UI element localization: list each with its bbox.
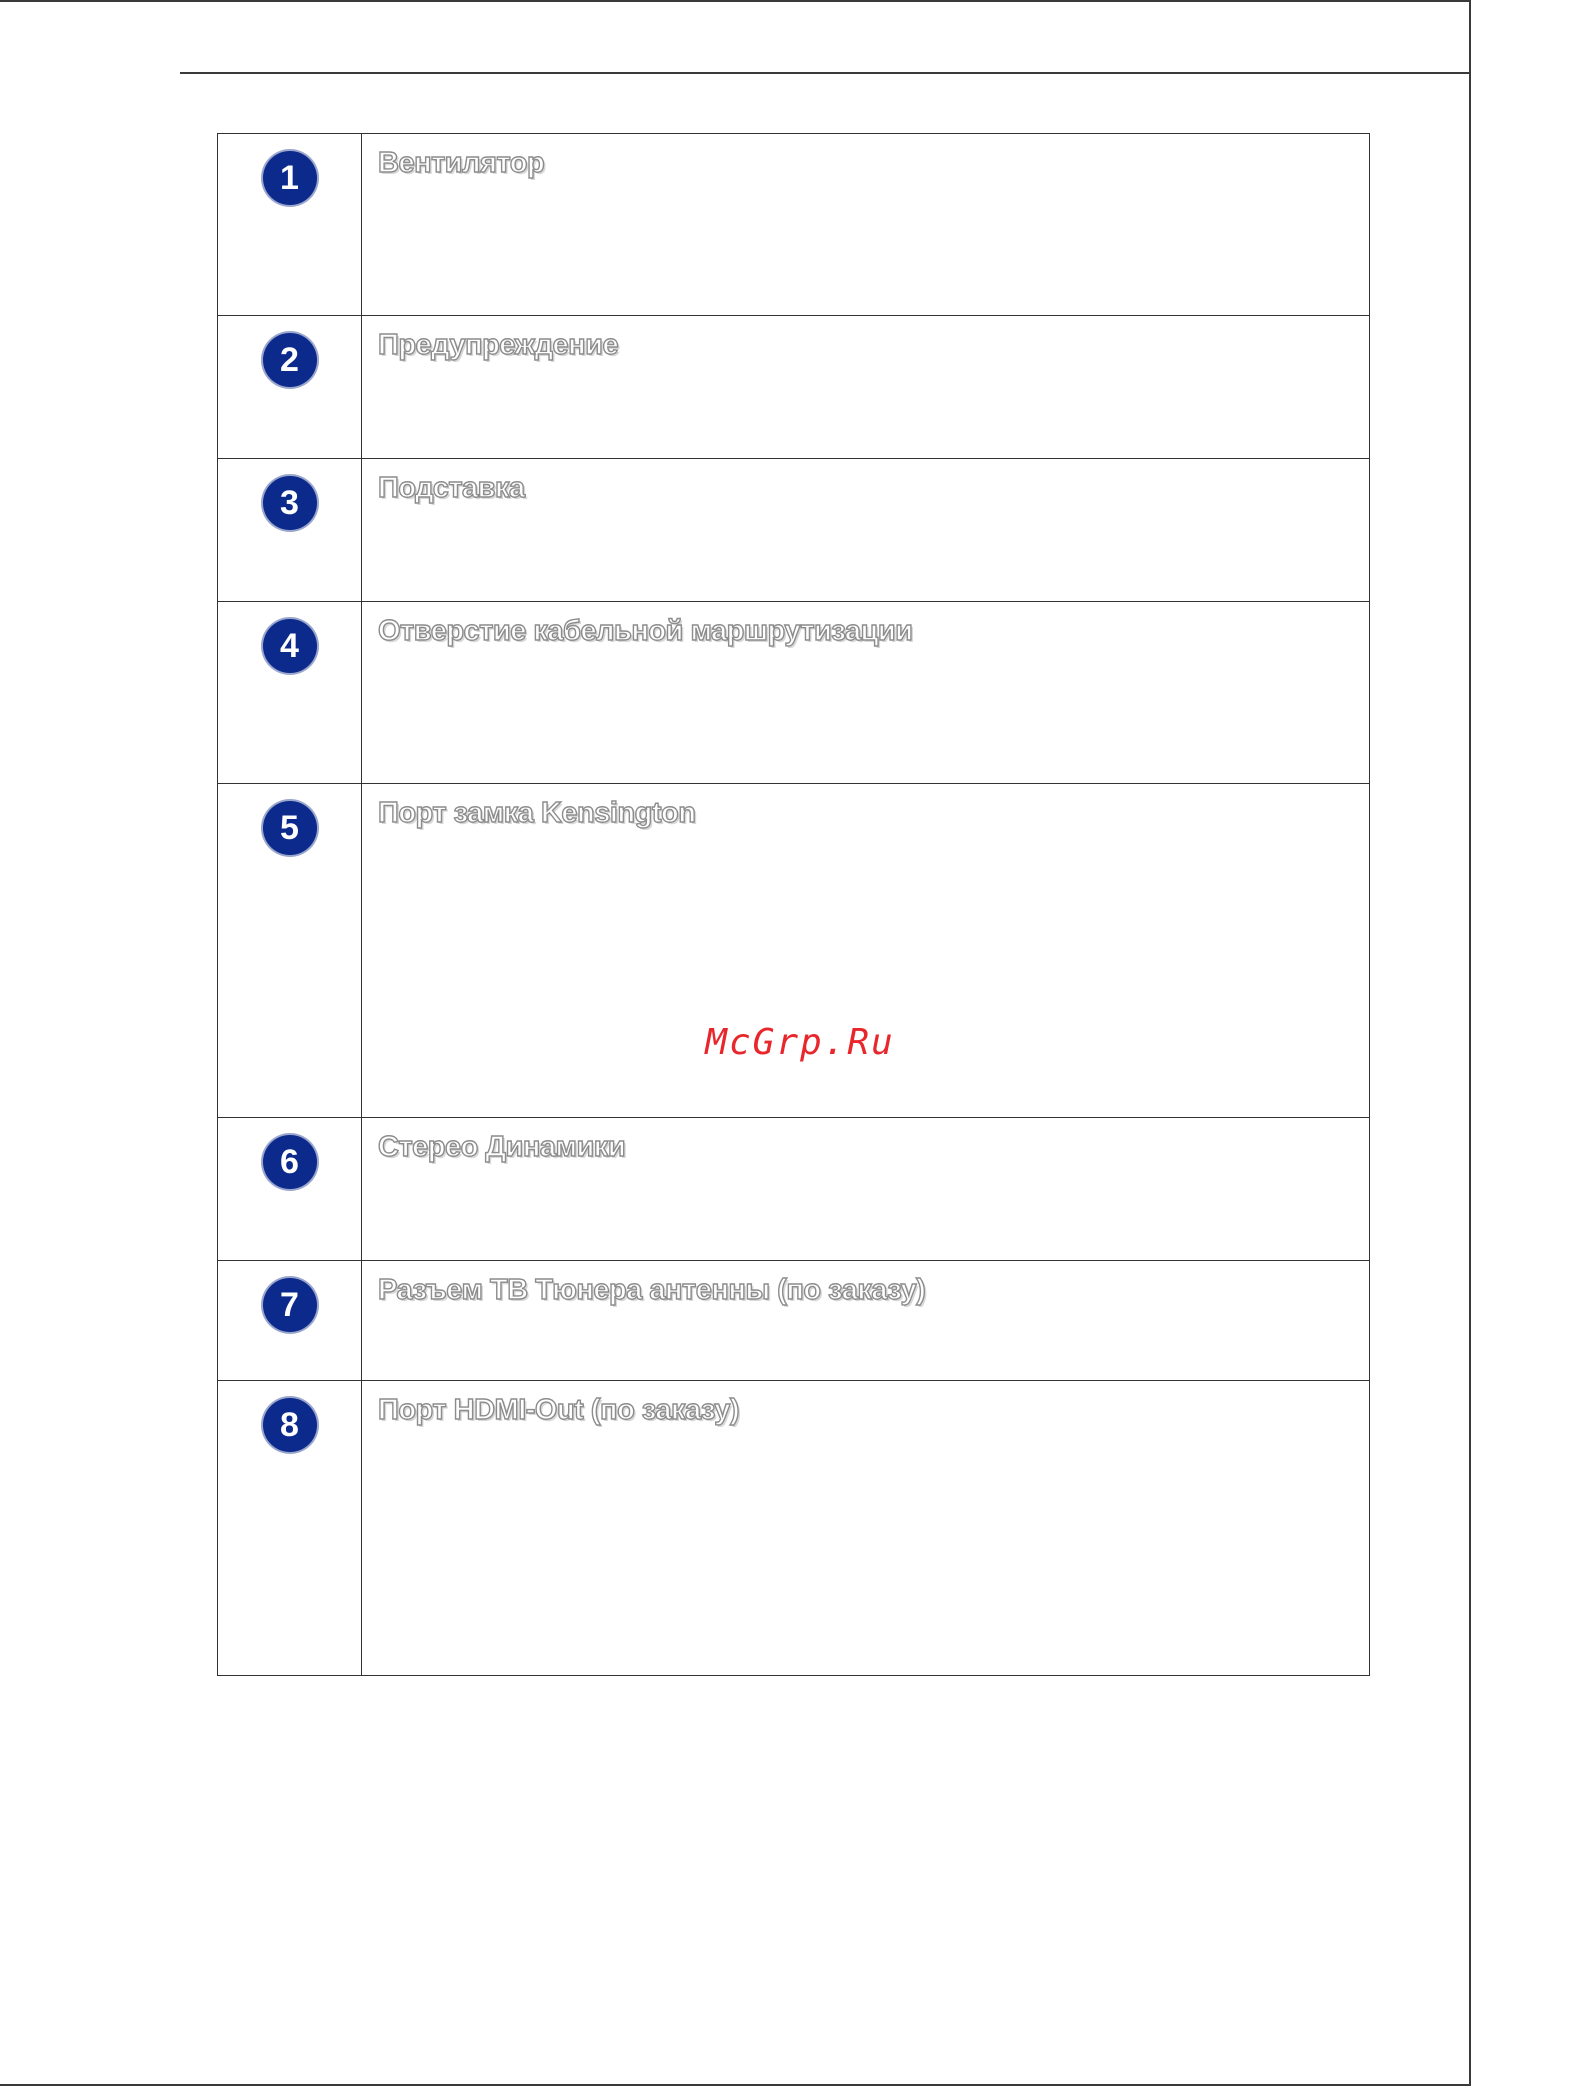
number-cell xyxy=(218,602,362,784)
number-badge: 8 xyxy=(263,1398,317,1452)
number-cell xyxy=(218,784,362,1118)
title-cell xyxy=(362,316,1370,459)
number-badge: 5 xyxy=(263,801,317,855)
watermark-text: McGrp.Ru xyxy=(705,1022,895,1063)
table-row xyxy=(218,1261,1370,1381)
table-row xyxy=(218,602,1370,784)
title-cell xyxy=(362,1118,1370,1261)
number-badge: 7 xyxy=(263,1278,317,1332)
table-row xyxy=(218,1381,1370,1676)
number-badge: 3 xyxy=(263,476,317,530)
number-cell xyxy=(218,1118,362,1261)
number-badge: 1 xyxy=(263,151,317,205)
component-title: Стерео Динамики xyxy=(378,1131,626,1163)
components-table xyxy=(217,133,1370,1676)
title-cell xyxy=(362,1381,1370,1676)
component-title: Порт замка Kensington xyxy=(378,797,696,829)
component-title: Порт HDMI-Out (по заказу) xyxy=(378,1394,739,1426)
component-title: Предупреждение xyxy=(378,329,619,361)
component-title: Вентилятор xyxy=(378,147,545,179)
number-cell xyxy=(218,316,362,459)
number-cell xyxy=(218,1381,362,1676)
table-row xyxy=(218,784,1370,1118)
table-row xyxy=(218,459,1370,602)
number-cell xyxy=(218,134,362,316)
number-cell xyxy=(218,1261,362,1381)
title-cell xyxy=(362,134,1370,316)
component-title: Разъем ТВ Тюнера антенны (по заказу) xyxy=(378,1274,926,1306)
title-cell xyxy=(362,1261,1370,1381)
title-cell xyxy=(362,459,1370,602)
table-row xyxy=(218,134,1370,316)
number-badge: 2 xyxy=(263,333,317,387)
component-title: Подставка xyxy=(378,472,525,504)
title-cell xyxy=(362,784,1370,1118)
number-cell xyxy=(218,459,362,602)
table-row xyxy=(218,316,1370,459)
component-title: Отверстие кабельной маршрутизации xyxy=(378,615,913,647)
number-badge: 6 xyxy=(263,1135,317,1189)
table-row xyxy=(218,1118,1370,1261)
title-cell xyxy=(362,602,1370,784)
header-rule xyxy=(180,72,1471,74)
number-badge: 4 xyxy=(263,619,317,673)
